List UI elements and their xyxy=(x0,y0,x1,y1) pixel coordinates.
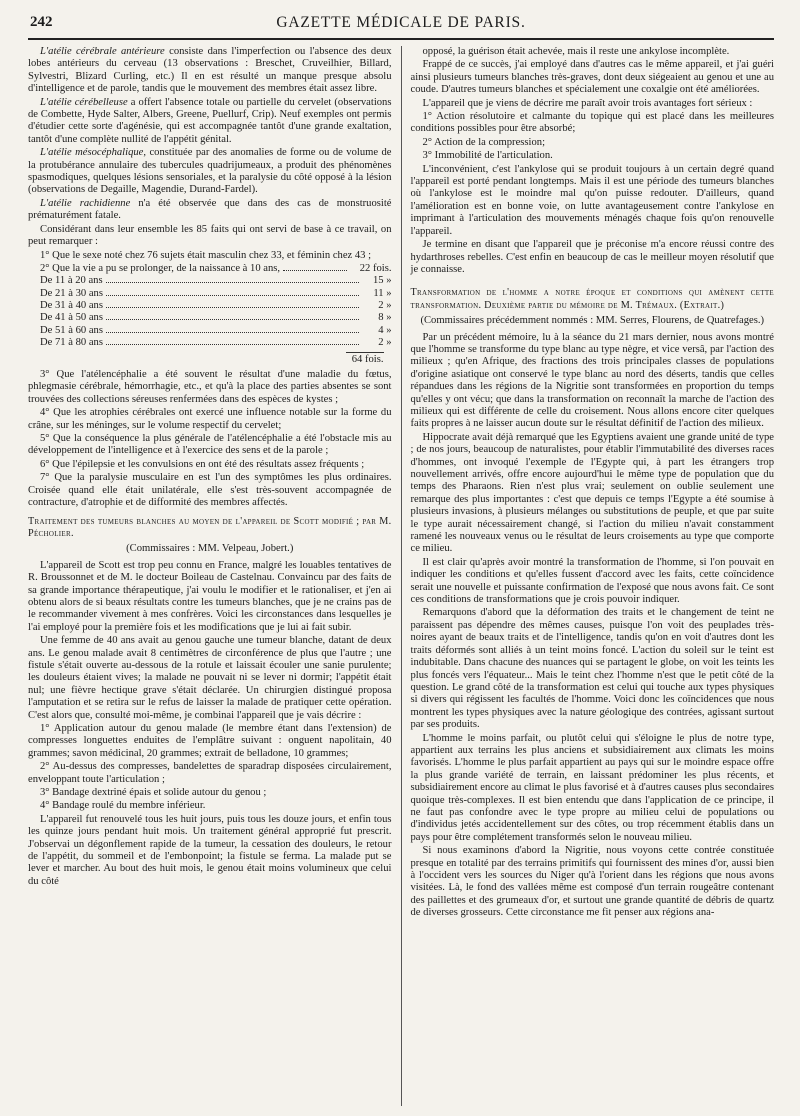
age-row xyxy=(28,275,392,287)
left-bottom-paragraphs xyxy=(28,560,392,889)
section-title-transformation: Transformation de l'homme a notre époque et conditions qui amènent cette transformation. Deuxième partie du mémoire de M. Trémaux. (Extrait.) xyxy=(410,287,774,311)
dot-leader xyxy=(106,282,359,283)
age-row xyxy=(28,300,392,312)
paragraph: L'inconvénient, c'est l'ankylose qui se produit toujours à un certain degré quand l'appareil est porté pendant longtemps. Mais il est une période des tumeurs blanches où l'ankylose est le moindre mal qu'on puisse redouter. D'ailleurs, quand l'amélioration est en bonne voie, on lutte avantageusement contre l'ankylose en imprimant à l'articulation des mouvements ménagés chaque fois qu'on renouvelle l'appareil. xyxy=(410,163,774,237)
age-row xyxy=(28,312,392,324)
commissioners-transformation: (Commissaires précédemment nommés : MM. Serres, Flourens, de Quatrefages.) xyxy=(420,315,765,327)
paragraph: 4° Bandage roulé du membre inférieur. xyxy=(40,800,206,812)
left-top-paragraphs xyxy=(28,46,392,262)
right-top-paragraphs xyxy=(411,46,775,276)
age-range-label: De 31 à 40 ans xyxy=(40,300,103,312)
paragraph: 3° Que l'atélencéphalie a été souvent le résultat d'une maladie du fœtus, phlegmasie cérébrale, hémorrhagie, etc., et qu'à la place des parties absentes se sont trouvées des collections séreuses renfermées dans des espèces de kystes ; xyxy=(28,369,392,405)
left-column xyxy=(28,46,401,1106)
paragraph: 4° Que les atrophies cérébrales ont exercé une influence notable sur la forme du crâne, sur les méninges, sur le volume respectif du cervelet; xyxy=(28,407,392,431)
age-count: 2 » xyxy=(378,300,392,312)
paragraph: 3° Immobilité de l'articulation. xyxy=(422,150,553,162)
paragraph: Frappé de ce succès, j'ai employé dans d'autres cas le même appareil, et j'ai guéri ainsi plusieurs tumeurs blanches très-graves, dont deux siégeaient au genou et une au coude. D'autres tumeurs blanches et spécialement une coxalgie ont été améliorées. xyxy=(410,59,774,96)
paragraph-text: , constituée par des anomalies de forme ou de volume de la protubérance annulaire des tubercules quadrijumeaux, a produit des phénomènes spasmodiques, quelques lésions sensoriales, et la paralysie du côté opposé à la lésion (observations de Degaille, Magendie, Durand-Fardel). xyxy=(28,147,392,196)
paragraph xyxy=(28,198,392,223)
right-bottom-paragraphs xyxy=(411,332,775,920)
paragraph: 3° Bandage dextriné épais et solide autour du genou ; xyxy=(40,787,267,799)
paragraph: Si nous examinons d'abord la Nigritie, nous voyons cette contrée constituée presque en totalité par des terrains primitifs qui fournissent des mines d'or, aussi bien à l'occident vers les sources du Niger qu'à l'orient dans les régions que nous avons visitées. Là, le fond des vallées même est composé d'un terrain rougeâtre contenant des paillettes et des grumeaux d'or, et surtout une grande quantité de débris de quartz de diverses grosseurs. Cette circonstance me fit penser aux régions ana- xyxy=(410,845,774,919)
age-count: 11 » xyxy=(373,287,392,299)
paragraph-text: n'a été observée que dans des cas de monstruosité prématurément fatale. xyxy=(28,197,392,222)
paragraph xyxy=(28,147,392,197)
age-count: 2 » xyxy=(378,337,392,349)
right-column xyxy=(401,46,775,1106)
paragraph-text: a offert l'absence totale ou partielle du cervelet (observations de Combette, Hyde Salter, Albers, Greene, Puellurf, Crip). Neuf exemples ont permis d'étudier cette sorte d'agénésie, qui est accompagnée tantôt d'une grande exaltation, tantôt d'une complète nullité de l'appétit génital. xyxy=(28,96,392,145)
paragraph: L'appareil fut renouvelé tous les huit jours, puis tous les douze jours, et enfin tous les quinze jours pendant huit mois. Un traitement général approprié fut prescrit. J'observai un dégonflement rapide de la tumeur, la cessation des douleurs, le retour de l'appétit, du sommeil et de l'embonpoint; la fistule se ferma. La malade put se lever et marcher. Au bout des huit mois, le genou était moins volumineux que celui du côté xyxy=(28,813,392,887)
age-total: 64 fois. xyxy=(28,352,392,366)
paragraph xyxy=(28,46,392,96)
paragraph: Remarquons d'abord que la déformation des traits et le changement de teint ne paraissent pas dépendre des mêmes causes, puisque l'on voit des peuplades très-noires ayant de beaux traits et de l'intelligence, tandis qu'on en voit d'autres dont les traits déformés sont alliés à un teint moins foncé. L'action du soleil sur le teint est indubitable. Dans chacune des nuances qui se partagent le globe, on voit les teints les plus foncés vers l'équateur... Mais le teint chez l'homme n'est que le petit côté de la question. Le grand côté de la transformation est celui qui touche aux types physiques si divers qui régissent les facultés de l'homme. Voici donc les coïncidences que nous montrent les types physiques avec la nature géologique des contrées, agissant surtout par ses produits. xyxy=(410,607,774,731)
age-row xyxy=(28,325,392,337)
paragraph xyxy=(28,250,392,262)
age-row xyxy=(28,288,392,300)
age-count: 8 » xyxy=(378,312,392,324)
italic-term: L'atélie mésocéphalique xyxy=(40,147,144,159)
age-range-label: De 41 à 50 ans xyxy=(40,312,103,324)
paragraph: 7° Que la paralysie musculaire en est l'un des symptômes les plus ordinaires. Croisée quand elle était unilatérale, elle s'est très-souvent accompagnée de contracture, d'atrophie et de difformité des membres affectés. xyxy=(28,472,392,509)
age-range-label: De 71 à 80 ans xyxy=(40,337,103,349)
age-range-label: De 11 à 20 ans xyxy=(40,275,103,287)
age-count: 22 fois. xyxy=(359,262,392,274)
italic-term: L'atélie rachidienne xyxy=(40,197,131,209)
age-distribution-list xyxy=(28,263,392,350)
two-column-body xyxy=(28,46,774,1106)
paragraph: Par un précédent mémoire, lu à la séance du 21 mars dernier, nous avons montré que l'homme se transforme du type blanc au type nègre, et vice versâ, par l'action des milieux ; qu'en Afrique, des fractions des trois principales classes de populations d'origine asiatique ont conservé le type blanc au nord des déserts, tandis que celles répandues dans les régions de la Nigritie sont transformées en proportion du temps qu'elles y ont vécu; que dans la transformation on reconnaît la marche de l'action des milieux qui est différente de celle du croisement. Nous allons encore citer quelques faits propres à ne laisser aucun doute sur le résultat définitif de l'action des milieux. xyxy=(410,331,774,430)
paragraph: 6° Que l'épilepsie et les convulsions en ont été des résultats assez fréquents ; xyxy=(40,458,365,470)
paragraph: 2° Au-dessus des compresses, bandelettes de sparadrap disposées circulairement, enveloppant toute l'articulation ; xyxy=(28,761,392,785)
dot-leader xyxy=(106,344,359,345)
italic-term: L'atélie cérébelleuse xyxy=(40,96,128,108)
dot-leader xyxy=(106,332,359,333)
left-mid-paragraphs xyxy=(28,369,392,509)
paragraph-text: 1° Que le sexe noté chez 76 sujets était masculin chez 33, et féminin chez 43 ; xyxy=(40,249,372,261)
dot-leader xyxy=(106,295,359,296)
dot-leader xyxy=(283,270,346,271)
paragraph: Je termine en disant que l'appareil que je préconise m'a encore réussi contre des hydarthroses rebelles. C'est enfin en beaucoup de cas le meilleur moyen résolutif que je connaisse. xyxy=(410,239,774,275)
age-range-label: 2° Que la vie a pu se prolonger, de la naissance à 10 ans, xyxy=(40,262,281,274)
paragraph: Hippocrate avait déjà remarqué que les Egyptiens avaient une grande unité de type ; de nos jours, beaucoup de naturalistes, pour établir l'immutabilité des diverses races d'hommes, ont invoqué l'exemple de l'Egypte qui, à part les étrangers trop nouvellement arrivés, offre encore aujourd'hui le même type de population que du temps des Pharaons. Rien n'est plus vrai; seulement on oublie seulement une remarque des plus importantes : c'est que depuis ce temps l'Egypte a été soumise à plusieurs invasions, à plusieurs mélanges ou substitutions de peuple, et que par suite le type aurait nécessairement changé, si l'action du milieu n'avait constamment ramené les nouveaux venus ou le résultat de leurs croisements au type que comporte ce milieu. xyxy=(410,431,774,555)
paragraph: L'homme le moins parfait, ou plutôt celui qui s'éloigne le plus de notre type, appartient aux terrains les plus anciens et subsidiairement aux climats les moins favorisés. L'homme le plus parfait appartient au pays qui sur le moindre espace offre la plus grande variété de terrain, en laissant prédominer les plus récents, et subsidiairement encore au climat le plus favorisé et à d'autres causes plus secondaires quoique très-complexes. Il est bien entendu que dans l'application de ce principe, il ne faut pas confondre avec le type propre au milieu celui de populations ou d'individus jetés accidentellement sur des côtes, ou trop récemment établis dans un pays pour être complétement transformés selon le nouveau milieu. xyxy=(410,732,774,843)
dot-leader xyxy=(106,307,359,308)
age-range-label: De 51 à 60 ans xyxy=(40,324,103,336)
paragraph-text: Considérant dans leur ensemble les 85 faits qui ont servi de base à ce travail, on peut remarquer : xyxy=(28,223,392,248)
age-count: 15 » xyxy=(372,275,392,287)
page-header xyxy=(28,10,774,40)
dot-leader xyxy=(106,319,359,320)
paragraph: opposé, la guérison était achevée, mais il reste une ankylose incomplète. xyxy=(422,46,730,57)
age-row xyxy=(28,263,392,275)
paragraph: 1° Application autour du genou malade (le membre étant dans l'extension) de compresses longuettes enduites de l'emplâtre suivant : onguent napolitain, 40 grammes; savon médicinal, 20 grammes; extrait de belladone, 10 grammes; xyxy=(28,723,392,759)
paragraph xyxy=(28,97,392,147)
paragraph: Il est clair qu'après avoir montré la transformation de l'homme, si l'on pouvait en indiquer les conditions et qu'elles fussent d'accord avec les faits, cette coïncidence serait une nouvelle et puissante confirmation de l'exposé que nous avons fait. Ce sont ces conditions de transformations que je crois pouvoir indiquer. xyxy=(410,556,774,606)
section-title-scott: Traitement des tumeurs blanches au moyen de l'appareil de Scott modifié ; par M. Pécholier. xyxy=(28,515,392,539)
page-number: 242 xyxy=(30,14,53,30)
age-range-label: De 21 à 30 ans xyxy=(40,287,103,299)
paragraph: 2° Action de la compression; xyxy=(422,136,546,148)
paragraph-text: consiste dans l'imperfection ou l'absence des deux lobes antérieurs du cerveau (13 observations : Breschet, Cruveilhier, Billard, Sylvestri, Blizard Curling, etc.) Il en est résulté un manque presque absolu d'intelligence et de parole, tandis que le mouvement des membres était assez libre. xyxy=(28,46,392,95)
age-row xyxy=(28,337,392,349)
paragraph: 5° Que la conséquence la plus générale de l'atélencéphalie a été l'obstacle mis au développement de l'intelligence et à l'exercice des sens et de la parole ; xyxy=(28,433,392,457)
paragraph: L'appareil de Scott est trop peu connu en France, malgré les louables tentatives de R. Broussonnet et de M. le docteur Boileau de Castelnau. Convaincu par des faits de sa grande importance thérapeutique, j'ai voulu le modifier et le rationaliser, et j'en ai obtenu alors de si beaux résultats contre les tumeurs blanches, que je ne crains pas de le recommander vivement à mes confrères. Voici les circonstances dans lesquelles je l'ai employé pour la première fois et les modifications que je lui ai fait subir. xyxy=(28,559,392,633)
age-count: 4 » xyxy=(378,324,392,336)
journal-title: GAZETTE MÉDICALE DE PARIS. xyxy=(276,14,526,31)
italic-term: L'atélie cérébrale antérieure xyxy=(40,46,165,57)
paragraph: Une femme de 40 ans avait au genou gauche une tumeur blanche, datant de deux ans. Le genou malade avait 8 centimètres de circonférence de plus que l'autre ; une fistule s'était ouverte au-dessous de la rotule et laissait écouler une sanie purulente; les douleurs étaient vives; la malade ne pouvait ni se lever ni dormir; l'appétit était nul; une fièvre hectique grave s'était déclarée. Un chirurgien distingué proposa l'amputation et se retira sur le refus de laisser la malade de pratiquer cette opération. C'est alors que, consulté moi-même, je combinai l'appareil que je vais décrire : xyxy=(28,635,392,721)
commissioners-scott: (Commissaires : MM. Velpeau, Jobert.) xyxy=(126,543,294,555)
paragraph: 1° Action résolutoire et calmante du topique qui est placé dans les meilleures conditions possibles pour être absorbé; xyxy=(410,111,774,135)
paragraph: L'appareil que je viens de décrire me paraît avoir trois avantages fort sérieux : xyxy=(422,97,753,109)
paragraph xyxy=(28,224,392,249)
